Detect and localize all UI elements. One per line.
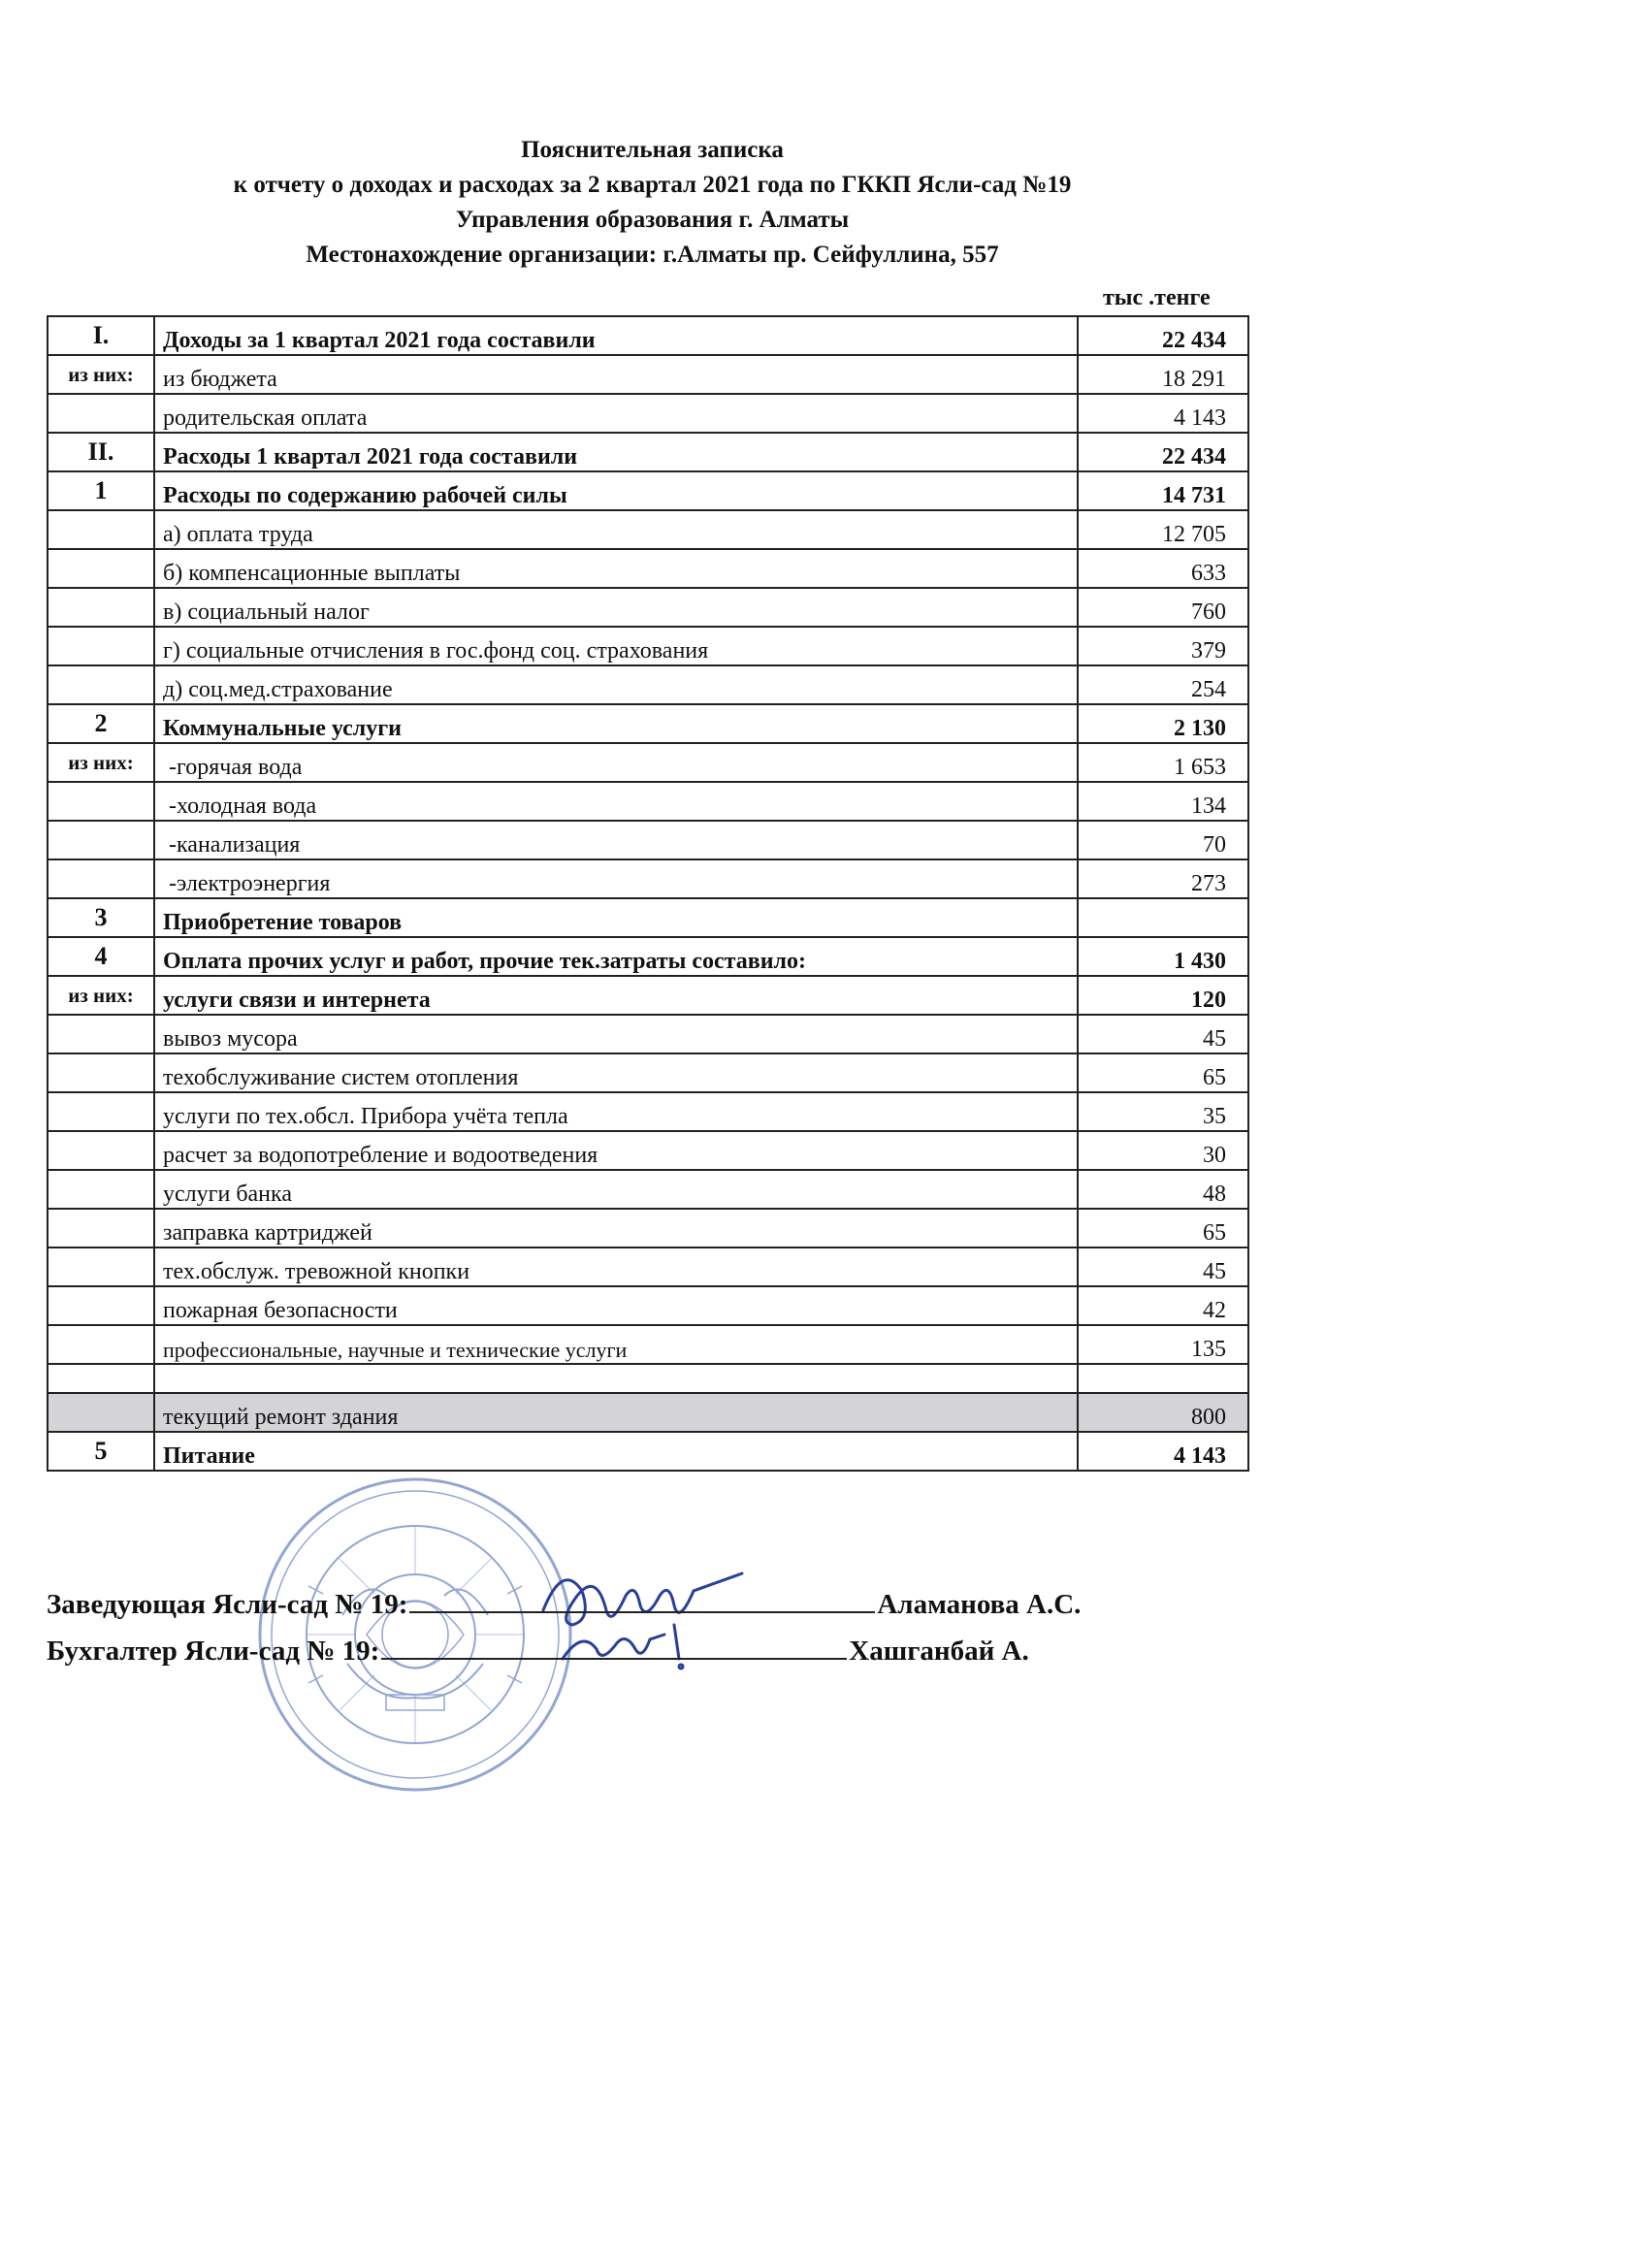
row-amount: 633 xyxy=(1078,549,1248,588)
signature-underline xyxy=(409,1586,875,1613)
row-number xyxy=(48,665,154,704)
row-description: Коммунальные услуги xyxy=(154,704,1078,743)
row-description: услуги банка xyxy=(154,1170,1078,1209)
row-description: Расходы по содержанию рабочей силы xyxy=(154,471,1078,510)
row-number: II. xyxy=(48,433,154,471)
row-amount: 800 xyxy=(1078,1393,1248,1432)
table-row xyxy=(48,1364,1248,1393)
row-amount: 42 xyxy=(1078,1286,1248,1325)
table-row xyxy=(48,898,1248,937)
doc-title: Пояснительная записка xyxy=(521,137,784,163)
row-description: -канализация xyxy=(154,821,1078,859)
head-name: Аламанова А.С. xyxy=(877,1589,1082,1620)
table-row xyxy=(48,1247,1248,1286)
row-amount: 22 434 xyxy=(1078,433,1248,471)
row-number xyxy=(48,1209,154,1247)
row-description: услуги по тех.обсл. Прибора учёта тепла xyxy=(154,1092,1078,1131)
head-signature-line xyxy=(47,1586,1081,1621)
row-amount xyxy=(1078,898,1248,937)
table-row xyxy=(48,627,1248,665)
table-row xyxy=(48,1209,1248,1247)
accountant-label: Бухгалтер Ясли-сад № 19: xyxy=(47,1636,380,1667)
row-amount: 4 143 xyxy=(1078,394,1248,433)
table-row xyxy=(48,316,1248,355)
table-row xyxy=(48,1286,1248,1325)
table-row xyxy=(48,1393,1248,1432)
row-amount: 70 xyxy=(1078,821,1248,859)
row-amount: 120 xyxy=(1078,976,1248,1015)
row-number xyxy=(48,1170,154,1209)
row-amount: 45 xyxy=(1078,1015,1248,1053)
doc-location: Местонахождение организации: г.Алматы пр. Сейфуллина, 557 xyxy=(306,242,999,268)
doc-department: Управления образования г. Алматы xyxy=(455,207,850,233)
row-amount: 12 705 xyxy=(1078,510,1248,549)
row-number: I. xyxy=(48,316,154,355)
row-amount: 65 xyxy=(1078,1209,1248,1247)
row-number xyxy=(48,1364,154,1393)
row-amount: 35 xyxy=(1078,1092,1248,1131)
table-row xyxy=(48,1015,1248,1053)
table-row xyxy=(48,743,1248,782)
unit-label: тыс .тенге xyxy=(1103,285,1211,310)
table-row xyxy=(48,394,1248,433)
row-number: 5 xyxy=(48,1432,154,1471)
row-amount: 135 xyxy=(1078,1325,1248,1364)
accountant-signature-line xyxy=(47,1633,1029,1668)
row-description: б) компенсационные выплаты xyxy=(154,549,1078,588)
doc-subtitle: к отчету о доходах и расходах за 2 квартал 2021 года по ГККП Ясли-сад №19 xyxy=(233,172,1072,198)
table-row xyxy=(48,665,1248,704)
row-description: заправка картриджей xyxy=(154,1209,1078,1247)
row-amount: 65 xyxy=(1078,1053,1248,1092)
row-number: из них: xyxy=(48,355,154,394)
table-row xyxy=(48,821,1248,859)
row-amount: 1 430 xyxy=(1078,937,1248,976)
row-description: текущий ремонт здания xyxy=(154,1393,1078,1432)
row-amount: 48 xyxy=(1078,1170,1248,1209)
row-number xyxy=(48,549,154,588)
row-description: профессиональные, научные и технические услуги xyxy=(154,1325,1078,1364)
row-amount: 379 xyxy=(1078,627,1248,665)
table-row xyxy=(48,433,1248,471)
row-description: -горячая вода xyxy=(154,743,1078,782)
row-description: Питание xyxy=(154,1432,1078,1471)
table-row xyxy=(48,1053,1248,1092)
row-description: Оплата прочих услуг и работ, прочие тек.затраты составило: xyxy=(154,937,1078,976)
row-amount: 14 731 xyxy=(1078,471,1248,510)
row-number xyxy=(48,859,154,898)
row-number: 2 xyxy=(48,704,154,743)
table-row xyxy=(48,859,1248,898)
accountant-name: Хашганбай А. xyxy=(849,1636,1029,1667)
row-description: пожарная безопасности xyxy=(154,1286,1078,1325)
signature-underline xyxy=(381,1633,847,1660)
row-number xyxy=(48,1286,154,1325)
row-description: а) оплата труда xyxy=(154,510,1078,549)
table-row xyxy=(48,1325,1248,1364)
table-row xyxy=(48,549,1248,588)
row-number: 4 xyxy=(48,937,154,976)
table-row xyxy=(48,937,1248,976)
row-number xyxy=(48,1247,154,1286)
row-amount: 134 xyxy=(1078,782,1248,821)
row-number: из них: xyxy=(48,976,154,1015)
row-number xyxy=(48,1092,154,1131)
table-row xyxy=(48,588,1248,627)
row-amount: 30 xyxy=(1078,1131,1248,1170)
row-number xyxy=(48,1131,154,1170)
row-number xyxy=(48,1053,154,1092)
row-description: Доходы за 1 квартал 2021 года составили xyxy=(154,316,1078,355)
row-number xyxy=(48,1015,154,1053)
row-amount: 4 143 xyxy=(1078,1432,1248,1471)
row-description: техобслуживание систем отопления xyxy=(154,1053,1078,1092)
row-number xyxy=(48,627,154,665)
row-description: тех.обслуж. тревожной кнопки xyxy=(154,1247,1078,1286)
row-number xyxy=(48,782,154,821)
head-label: Заведующая Ясли-сад № 19: xyxy=(47,1589,408,1620)
table-row xyxy=(48,976,1248,1015)
table-row xyxy=(48,510,1248,549)
row-description xyxy=(154,1364,1078,1393)
row-number xyxy=(48,588,154,627)
row-amount: 2 130 xyxy=(1078,704,1248,743)
row-number xyxy=(48,510,154,549)
table-row xyxy=(48,704,1248,743)
table-row xyxy=(48,1170,1248,1209)
row-amount: 273 xyxy=(1078,859,1248,898)
row-number: 3 xyxy=(48,898,154,937)
row-description: расчет за водопотребление и водоотведения xyxy=(154,1131,1078,1170)
row-amount: 760 xyxy=(1078,588,1248,627)
table-row xyxy=(48,355,1248,394)
table-row xyxy=(48,1432,1248,1471)
row-description: г) социальные отчисления в гос.фонд соц. страхования xyxy=(154,627,1078,665)
table-row xyxy=(48,471,1248,510)
row-number: 1 xyxy=(48,471,154,510)
table-row xyxy=(48,782,1248,821)
row-description: Расходы 1 квартал 2021 года составили xyxy=(154,433,1078,471)
row-amount: 1 653 xyxy=(1078,743,1248,782)
table-row xyxy=(48,1092,1248,1131)
row-number xyxy=(48,1393,154,1432)
table-row xyxy=(48,1131,1248,1170)
row-description: услуги связи и интернета xyxy=(154,976,1078,1015)
row-description: -холодная вода xyxy=(154,782,1078,821)
row-description: вывоз мусора xyxy=(154,1015,1078,1053)
row-amount: 22 434 xyxy=(1078,316,1248,355)
row-amount xyxy=(1078,1364,1248,1393)
row-description: в) социальный налог xyxy=(154,588,1078,627)
row-description: д) соц.мед.страхование xyxy=(154,665,1078,704)
row-number xyxy=(48,394,154,433)
report-table xyxy=(47,315,1249,1472)
row-amount: 45 xyxy=(1078,1247,1248,1286)
row-number xyxy=(48,1325,154,1364)
row-number: из них: xyxy=(48,743,154,782)
row-description: родительская оплата xyxy=(154,394,1078,433)
row-amount: 18 291 xyxy=(1078,355,1248,394)
row-description: Приобретение товаров xyxy=(154,898,1078,937)
row-number xyxy=(48,821,154,859)
row-description: -электроэнергия xyxy=(154,859,1078,898)
row-description: из бюджета xyxy=(154,355,1078,394)
row-amount: 254 xyxy=(1078,665,1248,704)
